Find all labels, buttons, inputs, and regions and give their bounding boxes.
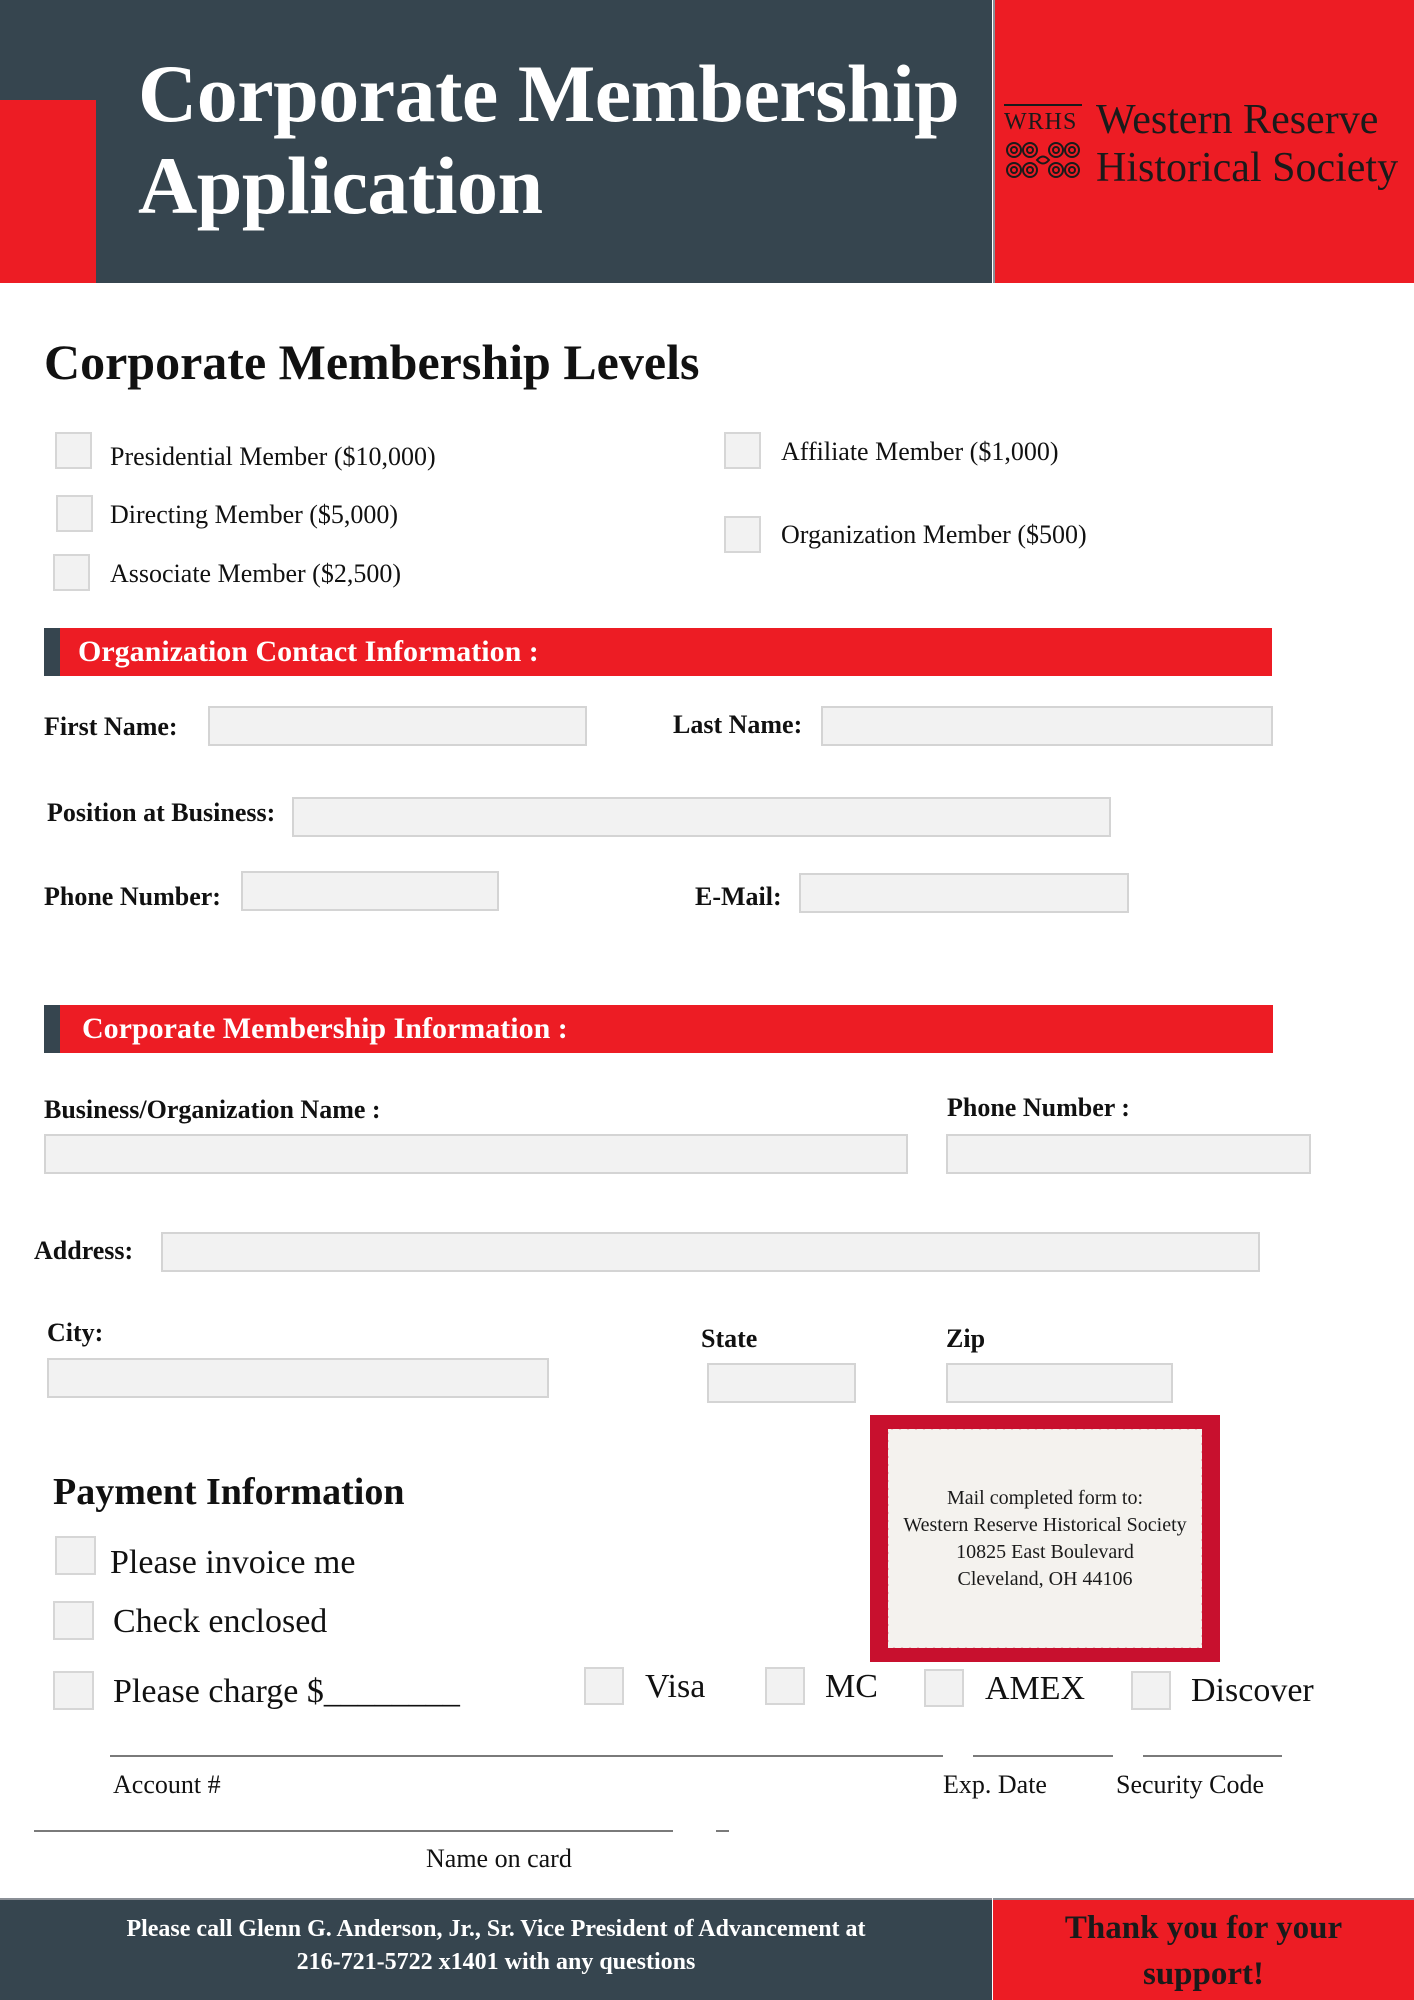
label-amex: AMEX	[985, 1670, 1086, 1707]
checkbox-mc[interactable]	[765, 1667, 805, 1705]
email-field[interactable]	[799, 873, 1129, 913]
last-name-field[interactable]	[821, 706, 1273, 746]
business-phone-field[interactable]	[946, 1134, 1311, 1174]
label-charge[interactable]: Please charge $________	[113, 1673, 460, 1710]
checkbox-organization[interactable]	[724, 516, 761, 553]
levels-title: Corporate Membership Levels	[44, 334, 700, 390]
stamp-edge-left	[885, 1429, 891, 1648]
checkbox-discover[interactable]	[1131, 1671, 1171, 1710]
footer-thanks-line1: Thank you for your	[1064, 1910, 1343, 1946]
mail-to-card	[888, 1429, 1202, 1648]
state-field[interactable]	[707, 1363, 856, 1403]
address-field[interactable]	[161, 1232, 1260, 1272]
checkbox-invoice[interactable]	[55, 1536, 96, 1575]
label-invoice: Please invoice me	[110, 1544, 356, 1581]
business-name-field[interactable]	[44, 1134, 908, 1174]
label-state: State	[701, 1324, 758, 1353]
checkbox-presidential[interactable]	[55, 432, 92, 469]
mail-to-city: Cleveland, OH 44106	[957, 1567, 1133, 1590]
label-business-name: Business/Organization Name :	[44, 1095, 381, 1124]
logo-name	[1096, 96, 1398, 192]
stamp-edge-right	[1199, 1429, 1205, 1648]
zip-field[interactable]	[946, 1363, 1173, 1403]
footer-contact-line2: 216-721-5722 x1401 with any questions	[296, 1949, 696, 1975]
label-organization: Organization Member ($500)	[781, 520, 1087, 549]
label-visa: Visa	[645, 1668, 706, 1705]
label-exp-date: Exp. Date	[943, 1770, 1047, 1799]
section-bar-accent	[44, 628, 60, 676]
checkbox-directing[interactable]	[56, 495, 93, 532]
label-associate: Associate Member ($2,500)	[110, 559, 401, 588]
mail-to-stamp	[870, 1415, 1220, 1662]
section-bar-accent	[44, 1005, 60, 1053]
city-field[interactable]	[47, 1358, 549, 1398]
logo-name-line1: Western Reserve	[1096, 97, 1379, 143]
contact-phone-field[interactable]	[241, 871, 499, 911]
mail-to-organization: Western Reserve Historical Society	[903, 1513, 1187, 1536]
label-affiliate: Affiliate Member ($1,000)	[781, 437, 1059, 466]
label-name-on-card: Name on card	[426, 1844, 572, 1873]
label-security-code: Security Code	[1116, 1770, 1265, 1799]
logo-name-line2: Historical Society	[1096, 145, 1399, 191]
label-presidential: Presidential Member ($10,000)	[110, 442, 436, 471]
header-accent-block	[0, 100, 96, 283]
label-city: City:	[47, 1318, 104, 1347]
footer-contact	[0, 1913, 992, 1979]
logo-rule	[1004, 104, 1082, 106]
position-field[interactable]	[292, 797, 1111, 837]
label-discover: Discover	[1191, 1672, 1314, 1709]
footer-contact-line1: Please call Glenn G. Anderson, Jr., Sr. Vice President of Advancement at	[126, 1916, 866, 1942]
short-line	[716, 1830, 729, 1832]
label-position: Position at Business:	[47, 798, 276, 827]
name-on-card-line[interactable]	[34, 1830, 673, 1832]
checkbox-affiliate[interactable]	[724, 432, 761, 469]
payment-title: Payment Information	[53, 1471, 405, 1513]
label-check-enclosed: Check enclosed	[113, 1603, 328, 1640]
section-header-contact: Organization Contact Information :	[60, 628, 1272, 676]
label-contact-phone: Phone Number:	[44, 882, 221, 911]
label-zip: Zip	[946, 1324, 986, 1353]
security-code-line[interactable]	[1143, 1755, 1282, 1757]
label-mc: MC	[825, 1668, 878, 1705]
logo-mark	[1004, 104, 1084, 186]
page-title-line2: Application	[138, 140, 543, 231]
ornamental-scroll-icon	[1004, 139, 1082, 181]
exp-date-line[interactable]	[973, 1755, 1113, 1757]
footer-thanks	[993, 1905, 1414, 1997]
label-email: E-Mail:	[695, 882, 782, 911]
checkbox-charge[interactable]	[53, 1671, 94, 1710]
section-header-corporate: Corporate Membership Information :	[60, 1005, 1273, 1053]
footer-thanks-line2: support!	[1142, 1956, 1265, 1992]
label-address: Address:	[34, 1236, 134, 1265]
label-business-phone: Phone Number :	[947, 1093, 1130, 1122]
logo-abbr: WRHS	[1004, 109, 1078, 135]
page-title-line1: Corporate Membership	[138, 48, 960, 139]
mail-to-heading: Mail completed form to:	[946, 1486, 1144, 1509]
label-last-name: Last Name:	[673, 710, 803, 739]
label-directing: Directing Member ($5,000)	[110, 500, 399, 529]
account-number-line[interactable]	[110, 1755, 943, 1757]
checkbox-visa[interactable]	[584, 1667, 624, 1705]
checkbox-check-enclosed[interactable]	[53, 1601, 94, 1640]
page-title	[138, 48, 988, 232]
mail-to-street: 10825 East Boulevard	[956, 1540, 1134, 1563]
label-first-name: First Name:	[44, 712, 178, 741]
checkbox-associate[interactable]	[53, 554, 90, 591]
label-account-number: Account #	[113, 1770, 221, 1799]
checkbox-amex[interactable]	[924, 1669, 964, 1707]
first-name-field[interactable]	[208, 706, 587, 746]
